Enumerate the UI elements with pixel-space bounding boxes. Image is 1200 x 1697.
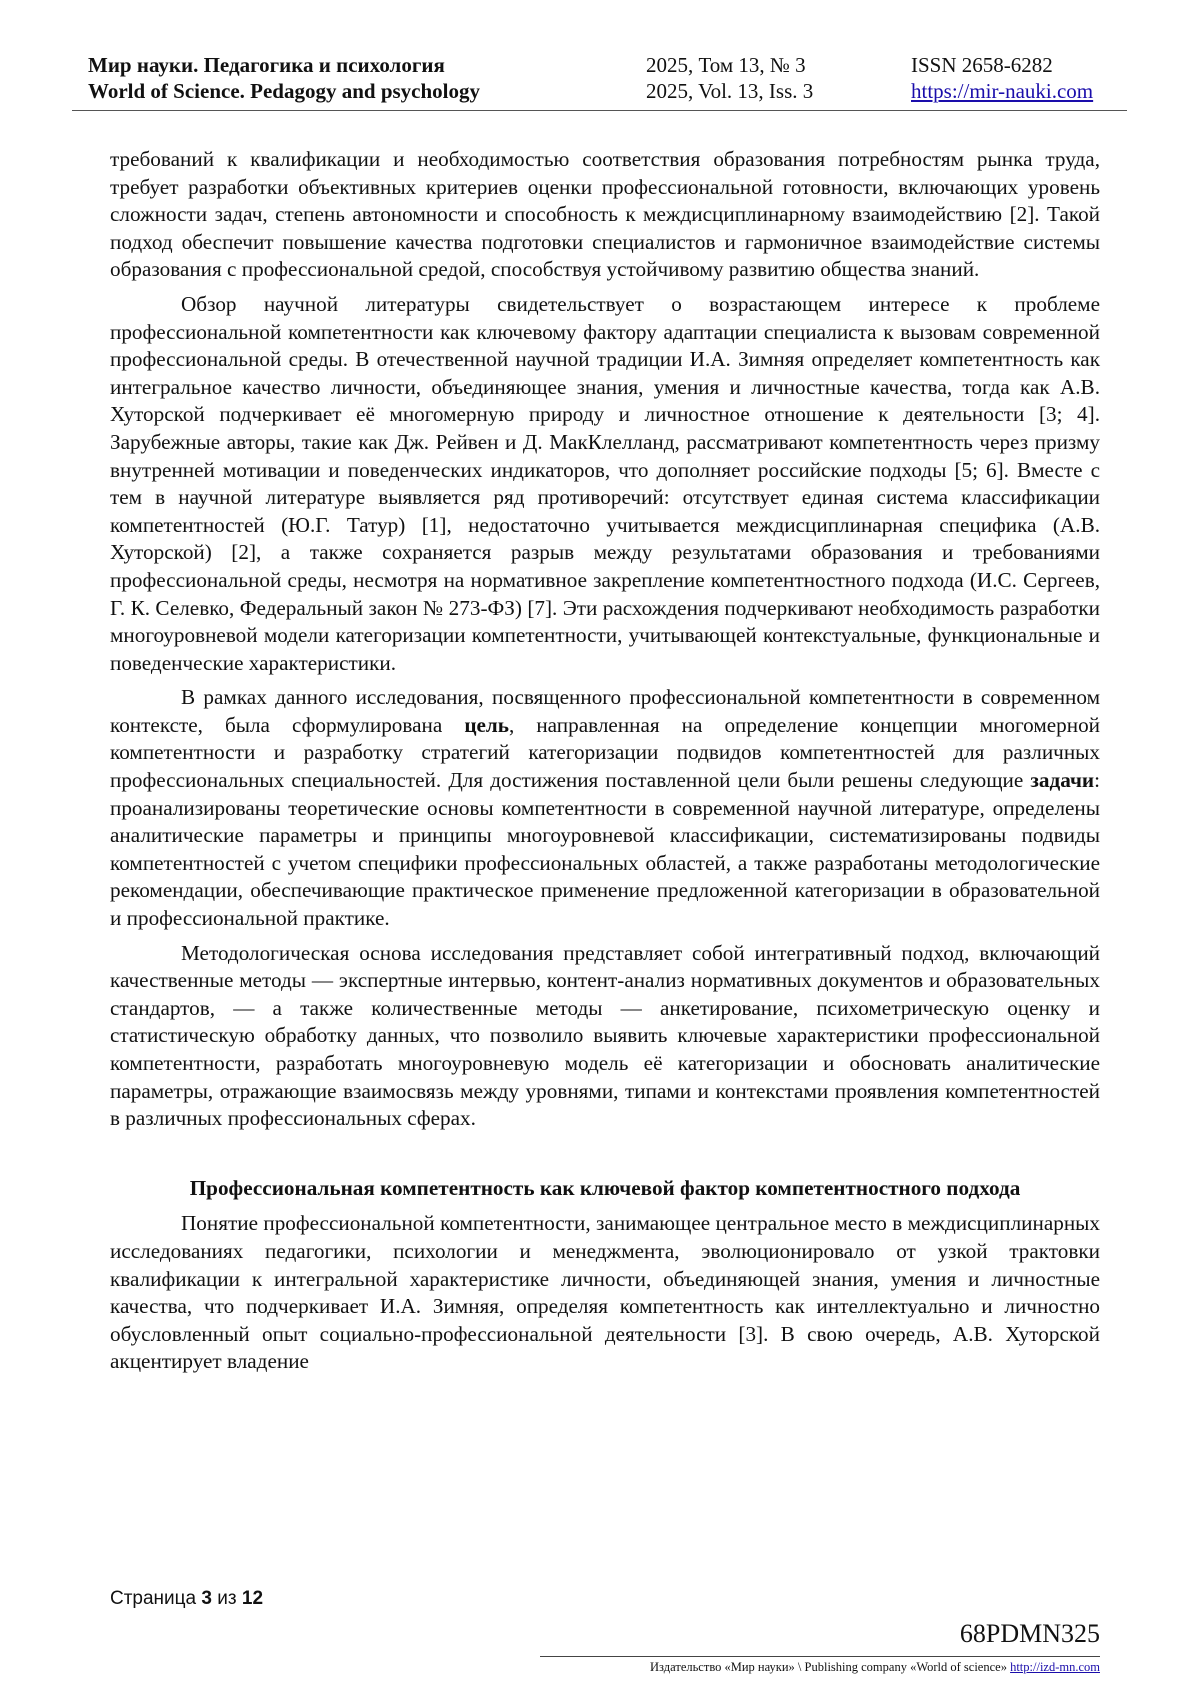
issue-info-ru: 2025, Том 13, № 3 — [646, 53, 806, 77]
tasks-keyword: задачи — [1030, 768, 1095, 793]
publisher-line — [650, 1660, 1100, 1675]
goals-text-b: , направленная на определение концепции многомерной компетентности и разработку стратегий категоризации подвидов компетентностей для различных профессиональных специальностей. Для достижения поставленной цели были решены следующие — [110, 712, 1100, 793]
paragraph-methodology: Методологическая основа исследования представляет собой интегративный подход, включающий качественные методы — экспертные интервью, контент-анализ нормативных документов и образовательных стандартов, — а также количественные методы — анкетирование, психометрическую оценку и статистическую обработку данных, что позволило выявить ключевые характеристики профессиональной компетентности, разработать многоуровневую модель её категоризации и обосновать аналитические параметры, отражающие взаимосвязь между уровнями, типами и контекстами проявления компетентностей в различных профессиональных сферах. — [110, 940, 1100, 1131]
paragraph-concept: Понятие профессиональной компетентности, занимающее центральное место в междисциплинарных исследованиях педагогики, психологии и менеджмента, эволюционировало от узкой трактовки квалификации к интегральной характеристике личности, объединяющей знания, умения и личностные качества, что подчеркивает И.А. Зимняя, определяя компетентность как интеллектуально и личностно обусловленный опыт социально-профессиональной деятельности [3]. В свою очередь, А.В. Хуторской акцентирует владение — [110, 1211, 1100, 1374]
paragraph-goals-tasks — [110, 684, 1100, 932]
page-current: 3 — [201, 1588, 212, 1609]
goal-keyword: цель — [464, 712, 510, 737]
publisher-text: Издательство «Мир науки» \ Publishing company «World of science» — [650, 1660, 1007, 1674]
goals-text-c: : проанализированы теоретические основы компетентности в современной научной литературе, определены аналитические параметры и принципы многоуровневой классификации, систематизированы подвиды компетентностей с учетом специфики профессиональных областей, а также разработаны методологические рекомендации, обеспечивающие практическое применение предложенной категоризации в образовательной и профессиональной практике. — [110, 768, 1100, 931]
issue-info-en: 2025, Vol. 13, Iss. 3 — [646, 79, 814, 103]
issn-block — [911, 52, 1093, 104]
article-body — [110, 146, 1100, 1383]
page-label: Страница — [110, 1588, 197, 1609]
paragraph-literature-review: Обзор научной литературы свидетельствует о возрастающем интересе к проблеме профессиональной компетентности как ключевому фактору адаптации специалиста к вызовам современной профессиональной среды. В отечественной научной традиции И.А. Зимняя определяет компетентность как интегральное качество личности, объединяющее знания, умения и личностные качества, тогда как А.В. Хуторской подчеркивает её многомерную природу и личностное отношение к деятельности [3; 4]. Зарубежные авторы, такие как Дж. Рейвен и Д. МакКлелланд, рассматривают компетентность через призму внутренней мотивации и поведенческих индикаторов, что дополняет российские подходы [5; 6]. Вместе с тем в научной литературе выявляется ряд противоречий: отсутствует единая система классификации компетентностей (Ю.Г. Татур) [1], недостаточно учитывается междисциплинарная специфика (А.В. Хуторской) [2], а также сохраняется разрыв между результатами образования и требованиями профессиональной среды, несмотря на нормативное закрепление компетентностного подхода (И.С. Сергеев, Г. К. Селевко, Федеральный закон № 273-ФЗ) [7]. Эти расхождения подчеркивают необходимость разработки многоуровневой модели категоризации компетентности, учитывающей контекстуальные, функциональные и поведенческие характеристики. — [110, 291, 1100, 675]
journal-title-en: World of Science. Pedagogy and psychology — [88, 79, 481, 103]
document-code: 68PDMN325 — [959, 1619, 1100, 1648]
page-number — [110, 1588, 263, 1610]
issn: ISSN 2658-6282 — [911, 53, 1053, 77]
issue-info-block — [646, 52, 813, 104]
section-heading: Профессиональная компетентность как ключевой фактор компетентностного подхода — [189, 1175, 1021, 1200]
journal-title-block — [88, 52, 480, 104]
footer-divider — [540, 1656, 1100, 1657]
page-of: из — [217, 1588, 237, 1609]
publisher-link[interactable]: http://izd-mn.com — [1010, 1660, 1100, 1674]
goals-text-a: В рамках данного исследования, посвященного профессиональной компетентности в современном контексте, была сформулирована — [110, 685, 1100, 737]
journal-title-ru: Мир науки. Педагогика и психология — [88, 53, 445, 77]
paragraph-continuation: требований к квалификации и необходимостью соответствия образования потребностям рынка труда, требует разработки объективных критериев оценки профессиональной готовности, включающих уровень сложности задач, степень автономности и способность к междисциплинарному взаимодействию [2]. Такой подход обеспечит повышение качества подготовки специалистов и гармоничное взаимодействие системы образования с профессиональной средой, способствуя устойчивому развитию общества знаний. — [110, 147, 1100, 282]
journal-website-link[interactable]: https://mir-nauki.com — [911, 79, 1094, 103]
journal-header — [72, 52, 1127, 111]
page-total: 12 — [241, 1588, 264, 1609]
